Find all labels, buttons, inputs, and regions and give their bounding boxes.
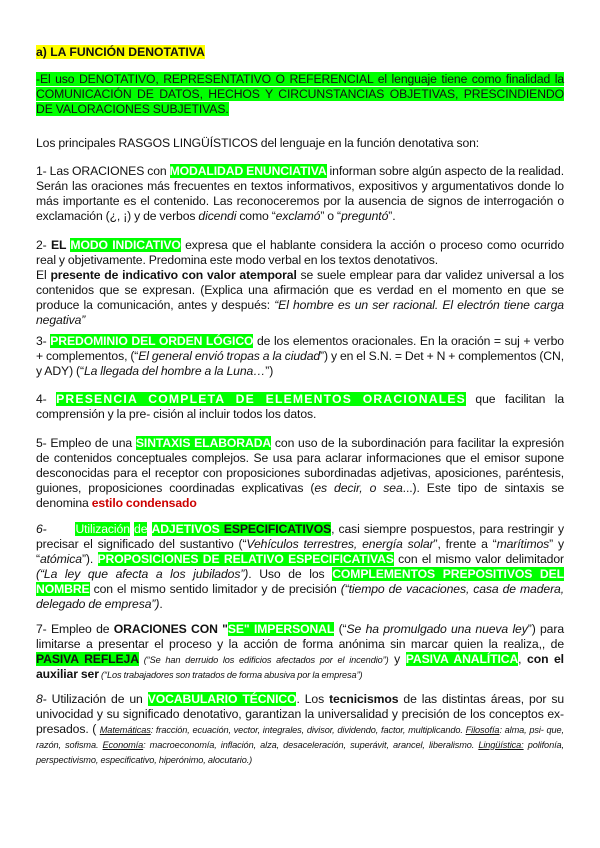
- f2-italic: “El hombre es un ser racional. El electrón tiene carga negativa”: [36, 297, 564, 327]
- f3-text-a: 3-: [36, 334, 51, 348]
- f6-italic-3: atómica: [39, 551, 82, 566]
- f8-list-philosophy: : alma, psi- que, razón, sofisma.: [36, 724, 564, 750]
- f3-highlight: PREDOMINIO DEL ORDEN LÓGICO: [50, 334, 254, 348]
- f6-italic-5: (“tiempo de vacaciones, casa de madera, delegado de empresa”): [36, 581, 564, 611]
- f6-italic-2: marítimos: [496, 536, 550, 551]
- f8-bold: tecnicismos: [329, 692, 399, 706]
- f1-text-e: ”.: [388, 208, 396, 223]
- f5-italic: es decir, o sea: [314, 480, 403, 495]
- f8-text-d: de las distintas áreas, por su univocidad y su significado denotativo, garantizan la universalidad y precisión de los conceptos ex- presados. (: [36, 692, 564, 736]
- f3-italic-2: La llegada del hombre a la Luna…: [83, 363, 266, 378]
- f6-italic-4: (“La ley que afecta a los jubilados”): [36, 566, 249, 581]
- f6-highlight-1b: ESPECIFICATIVOS: [219, 522, 332, 536]
- feature-7: [36, 622, 564, 682]
- f7-italic-1: Se ha promulgado una nueva ley: [346, 622, 528, 636]
- feature-1: [36, 164, 564, 224]
- feature-5: [36, 436, 564, 511]
- f6-text-e: con el mismo valor delimitador: [393, 551, 564, 566]
- f8-term-linguistics: Lingüística:: [478, 739, 524, 750]
- f6-text-g: con el mismo sentido limitador y de precisión: [89, 581, 341, 596]
- f6-text-h: .: [159, 596, 163, 611]
- f7-highlight-1: SE" IMPERSONAL: [227, 622, 335, 636]
- f7-text-c: (“: [334, 622, 347, 636]
- f1-italic-1: dicendi: [198, 208, 237, 223]
- f1-text-d: ” o “: [320, 208, 341, 223]
- f7-bold-2: con el auxiliar ser: [36, 651, 564, 681]
- feature-2: [36, 238, 564, 327]
- f3-text-b: de los elementos oracionales. En la oración = suj + verbo + complementos, (“: [36, 334, 564, 363]
- f5-highlight: SINTAXIS ELABORADA: [135, 436, 272, 450]
- f7-bold-1: ORACIONES CON ": [113, 622, 228, 636]
- f6-de: de: [134, 522, 148, 536]
- f8-list-economy: : macroeconomía, inflación, alza, desaceleración, superávit, arancel, liberalismo.: [143, 739, 479, 750]
- intro-highlight: -El uso DENOTATIVO, REPRESENTATIVO O REFERENCIAL el lenguaje tiene como finalidad la COMUNICACIÓN DE DATOS, HECHOS Y CIRCUNSTANCIAS OBJETIVAS, PRESCINDIENDO DE VALORACIONES SUBJETIVAS.: [36, 72, 564, 116]
- feature-4: [36, 392, 564, 422]
- feature-8: [36, 692, 564, 767]
- f7-text-a: 7- Empleo de: [36, 622, 114, 636]
- section-title: [36, 45, 205, 59]
- f6-text-c: ” y “: [36, 536, 564, 566]
- f6-highlight-3: COMPLEMENTOS PREPOSITIVOS DEL NOMBRE: [36, 566, 565, 596]
- f6-italic-1: Vehículos terrestres, energía solar: [246, 536, 434, 551]
- f6-text-f: . Uso de los: [248, 566, 333, 581]
- feature-6: [36, 522, 564, 611]
- f6-highlight-1: ADJETIVOS: [151, 522, 220, 536]
- f4-text-a: 4-: [36, 392, 57, 406]
- f8-term-math: Matemáticas: [99, 724, 151, 735]
- lead-paragraph: Los principales RASGOS LINGÜÍSTICOS del lenguaje en la función denotativa son:: [36, 136, 480, 150]
- f7-text-e: y: [388, 651, 406, 666]
- f7-italic-3: (“Los trabajadores son tratados de forma abusiva por la empresa”): [98, 669, 363, 680]
- f8-term-philosophy: Filosofía: [465, 724, 500, 735]
- f8-highlight: VOCABULARIO TÉCNICO: [147, 692, 297, 706]
- feature-3: [36, 334, 564, 379]
- f8-text-c: . Los: [296, 692, 330, 706]
- f8-text-b: Utilización de un: [46, 692, 148, 706]
- f8-term-economy: Economía: [102, 739, 144, 750]
- f1-text-b: informan sobre algún aspecto de la realidad. Serán las oraciones más frecuentes en textos informativos, expositivos y argumentativos donde lo más importante es el contenido. Las reconoceremos por la ausencia de signos de interrogación o exclamación (¿, ¡) y de verbos: [36, 164, 564, 223]
- f1-italic-3: preguntó: [340, 208, 389, 223]
- f2-text-c: expresa que el hablante considera la acción o proceso como ocurrido real y objetivamente. Predomina este modo verbal en los textos denotativos.: [36, 238, 564, 267]
- f6-highlight-2: PROPOSICIONES DE RELATIVO ESPECIFICATIVAS: [97, 551, 394, 566]
- f5-red-term: estilo condensado: [91, 495, 197, 510]
- f5-text-c: ...). Este tipo de sintaxis se denomina: [36, 480, 564, 510]
- f2-text-a: 2-: [36, 238, 51, 252]
- f8-list-math: : fracción, ecuación, vector, integrales, divisor, dividendo, factor, multiplicando.: [150, 724, 466, 735]
- f1-highlight: MODALIDAD ENUNCIATIVA: [169, 164, 327, 178]
- f2-bold-2: presente de indicativo con valor atemporal: [50, 267, 297, 282]
- f4-text-b: que facilitan la comprensión y la pre- cisión al incluir todos los datos.: [36, 392, 565, 421]
- f3-text-d: ”): [265, 363, 274, 378]
- f8-list-linguistics: polifonía, perspectivismo, especificativo, hiperónimo, alocutario.): [36, 739, 564, 765]
- f6-number: 6-: [36, 522, 47, 536]
- f1-italic-2: exclamó: [275, 208, 321, 223]
- f5-text-b: con uso de la subordinación para facilitar la expresión de contenidos conceptuales complejos. Se usa para aclarar informaciones que el emisor supone desconocidas para el receptor con proposiciones subordinadas adjetivas, aposiciones, paréntesis, guiones, proposiciones coordinadas explicativas (: [36, 436, 564, 495]
- f6-text-b: ”, frente a “: [433, 536, 497, 551]
- f7-highlight-2: PASIVA REFLEJA: [36, 651, 139, 666]
- f3-text-c: ”) y en el S.N. = Det + N + complementos (CN, y ADY) (“: [36, 348, 564, 378]
- f7-text-f: ,: [518, 651, 528, 666]
- f2-text-e: se suele emplear para dar validez universal a los contenidos que se expresan. (Explica una afirmación que es verdad en el momento en que se produce la comunicación, antes y después:: [36, 267, 565, 312]
- f4-highlight: PRESENCIA COMPLETA DE ELEMENTOS ORACIONALES: [56, 392, 467, 406]
- f1-text-c: como “: [236, 208, 276, 223]
- f2-highlight: MODO INDICATIVO: [70, 238, 181, 252]
- f6-text-a: , casi siempre pospuestos, para restringir y precisar el significado del sustantivo (“: [36, 522, 565, 551]
- f1-text-a: 1- Las ORACIONES con: [36, 164, 170, 178]
- f7-italic-2: (“Se han derruido los edificios afectados por el incendio”): [138, 654, 389, 665]
- f7-text-d: ”) para limitarse a presentar el proceso y la acción de forma anónima sin marcar quien la realiza,, de: [36, 622, 564, 651]
- f7-highlight-3: PASIVA ANALÍTICA: [405, 651, 519, 666]
- title-highlight: a) LA FUNCIÓN DENOTATIVA: [36, 45, 205, 59]
- f2-text-d: El: [36, 267, 51, 282]
- f3-italic-1: El general envió tropas a la ciudad: [138, 348, 321, 363]
- f8-number: 8-: [36, 692, 47, 706]
- f5-text-a: 5- Empleo de una: [36, 436, 136, 450]
- f6-util: Utilización: [75, 522, 130, 536]
- intro-paragraph: [36, 72, 564, 117]
- f2-bold-1: EL: [50, 238, 71, 252]
- f6-text-d: ”).: [81, 551, 98, 566]
